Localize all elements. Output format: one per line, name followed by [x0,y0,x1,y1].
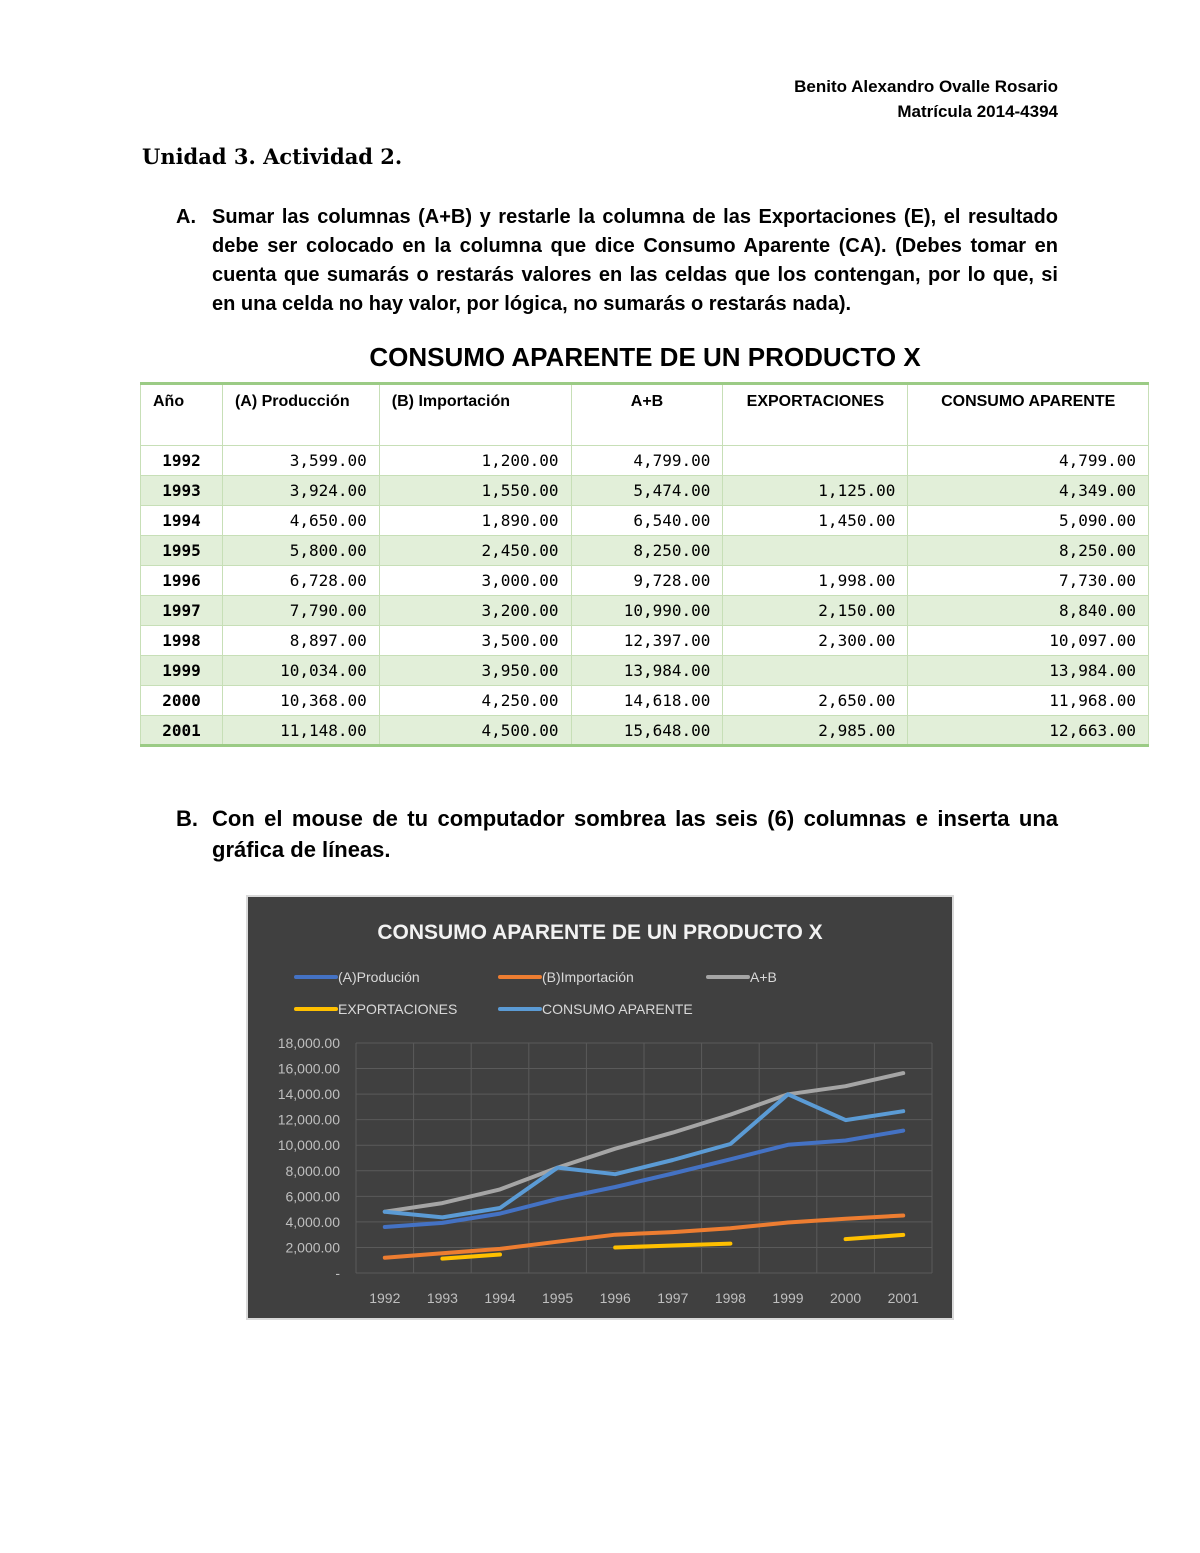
year-cell: 2000 [141,686,223,716]
value-cell: 1,550.00 [379,476,571,506]
value-cell: 10,034.00 [222,656,379,686]
header-production: (A) Producción [222,384,379,446]
value-cell: 3,200.00 [379,596,571,626]
value-cell: 6,728.00 [222,566,379,596]
x-tick-label: 1993 [426,1290,458,1306]
chart-legend [296,969,777,1017]
x-tick-label: 1999 [772,1290,804,1306]
value-cell: 3,924.00 [222,476,379,506]
value-cell: 5,090.00 [908,506,1149,536]
instruction-b-text: Con el mouse de tu computador sombrea las seis (6) columnas e inserta una gráfica de líneas. [212,806,1058,862]
x-tick-label: 2001 [887,1290,919,1306]
value-cell: 7,730.00 [908,566,1149,596]
table-row [141,686,1149,716]
legend-label: (A)Produción [338,969,420,985]
value-cell: 1,890.00 [379,506,571,536]
x-tick-label: 1995 [542,1290,574,1306]
value-cell [723,446,908,476]
header-apparent-consumption: CONSUMO APARENTE [908,384,1149,446]
value-cell: 1,998.00 [723,566,908,596]
instruction-a [176,203,1058,319]
value-cell: 4,799.00 [571,446,723,476]
table-header-row [141,384,1149,446]
legend-label: A+B [750,969,777,985]
value-cell: 8,250.00 [571,536,723,566]
value-cell: 11,968.00 [908,686,1149,716]
value-cell: 2,650.00 [723,686,908,716]
x-tick-label: 1996 [599,1290,631,1306]
consumption-table [140,382,1149,747]
y-tick-label: 6,000.00 [285,1188,340,1205]
header-exports: EXPORTACIONES [723,384,908,446]
value-cell: 4,500.00 [379,716,571,746]
x-tick-label: 1992 [369,1290,401,1306]
value-cell: 10,097.00 [908,626,1149,656]
table-row [141,656,1149,686]
page-title: Unidad 3. Actividad 2. [142,144,403,169]
year-cell: 1996 [141,566,223,596]
value-cell: 10,368.00 [222,686,379,716]
year-cell: 1997 [141,596,223,626]
table-row [141,476,1149,506]
value-cell: 8,897.00 [222,626,379,656]
value-cell: 13,984.00 [571,656,723,686]
y-tick-label: 18,000.00 [277,1035,340,1051]
chart-title: CONSUMO APARENTE DE UN PRODUCTO X [377,921,823,944]
value-cell: 5,800.00 [222,536,379,566]
value-cell: 4,349.00 [908,476,1149,506]
line-chart [246,895,954,1320]
value-cell: 1,125.00 [723,476,908,506]
table-row [141,566,1149,596]
value-cell: 3,599.00 [222,446,379,476]
header-a-plus-b: A+B [571,384,723,446]
y-tick-label: 10,000.00 [277,1137,340,1154]
value-cell: 3,000.00 [379,566,571,596]
value-cell: 4,250.00 [379,686,571,716]
value-cell: 14,618.00 [571,686,723,716]
table-row [141,716,1149,746]
value-cell: 3,500.00 [379,626,571,656]
x-axis [369,1290,919,1306]
value-cell: 1,450.00 [723,506,908,536]
series-line [615,1244,730,1248]
y-tick-label: 12,000.00 [277,1111,340,1128]
value-cell: 2,150.00 [723,596,908,626]
author-block [794,74,1058,124]
table-row [141,536,1149,566]
header-year: Año [141,384,223,446]
value-cell: 13,984.00 [908,656,1149,686]
y-tick-label: 14,000.00 [277,1086,340,1103]
value-cell: 8,840.00 [908,596,1149,626]
instruction-b [176,803,1058,865]
value-cell: 4,650.00 [222,506,379,536]
value-cell: 12,663.00 [908,716,1149,746]
x-tick-label: 1997 [657,1290,689,1306]
table-row [141,626,1149,656]
x-tick-label: 2000 [830,1290,862,1306]
value-cell: 1,200.00 [379,446,571,476]
value-cell: 5,474.00 [571,476,723,506]
table-row [141,446,1149,476]
table-row [141,596,1149,626]
x-tick-label: 1998 [714,1290,746,1306]
table-title: CONSUMO APARENTE DE UN PRODUCTO X [369,342,921,372]
x-tick-label: 1994 [484,1290,516,1306]
value-cell: 4,799.00 [908,446,1149,476]
year-cell: 1999 [141,656,223,686]
value-cell [723,536,908,566]
legend-label: CONSUMO APARENTE [542,1001,693,1017]
table-row [141,506,1149,536]
value-cell [723,656,908,686]
value-cell: 12,397.00 [571,626,723,656]
y-axis [278,1035,341,1281]
value-cell: 3,950.00 [379,656,571,686]
value-cell: 9,728.00 [571,566,723,596]
year-cell: 1995 [141,536,223,566]
year-cell: 1993 [141,476,223,506]
line-chart-svg [248,897,952,1318]
year-cell: 1998 [141,626,223,656]
year-cell: 2001 [141,716,223,746]
value-cell: 2,985.00 [723,716,908,746]
value-cell: 6,540.00 [571,506,723,536]
y-tick-label: 16,000.00 [277,1060,340,1077]
y-tick-label: 8,000.00 [285,1162,340,1179]
header-import: (B) Importación [379,384,571,446]
year-cell: 1992 [141,446,223,476]
student-id: Matrícula 2014-4394 [897,102,1058,121]
instruction-a-marker: A. [176,206,196,228]
series-line [442,1255,500,1259]
value-cell: 7,790.00 [222,596,379,626]
value-cell: 11,148.00 [222,716,379,746]
y-tick-label: - [335,1265,340,1281]
value-cell: 10,990.00 [571,596,723,626]
value-cell: 15,648.00 [571,716,723,746]
value-cell: 8,250.00 [908,536,1149,566]
series-line [846,1235,904,1239]
legend-label: (B)Importación [542,969,634,985]
value-cell: 2,300.00 [723,626,908,656]
instruction-a-text: Sumar las columnas (A+B) y restarle la columna de las Exportaciones (E), el resultado debe ser colocado en la columna que dice Consumo Aparente (CA). (Debes tomar en cuenta que sumarás o restarás valores en las celdas que los contengan, por lo que, si en una celda no hay valor, por lógica, no sumarás o restarás nada). [212,206,1058,315]
instruction-b-marker: B. [176,806,198,831]
y-tick-label: 2,000.00 [285,1239,340,1256]
y-tick-label: 4,000.00 [285,1213,340,1230]
legend-label: EXPORTACIONES [338,1001,458,1017]
year-cell: 1994 [141,506,223,536]
value-cell: 2,450.00 [379,536,571,566]
author-name: Benito Alexandro Ovalle Rosario [794,77,1058,96]
